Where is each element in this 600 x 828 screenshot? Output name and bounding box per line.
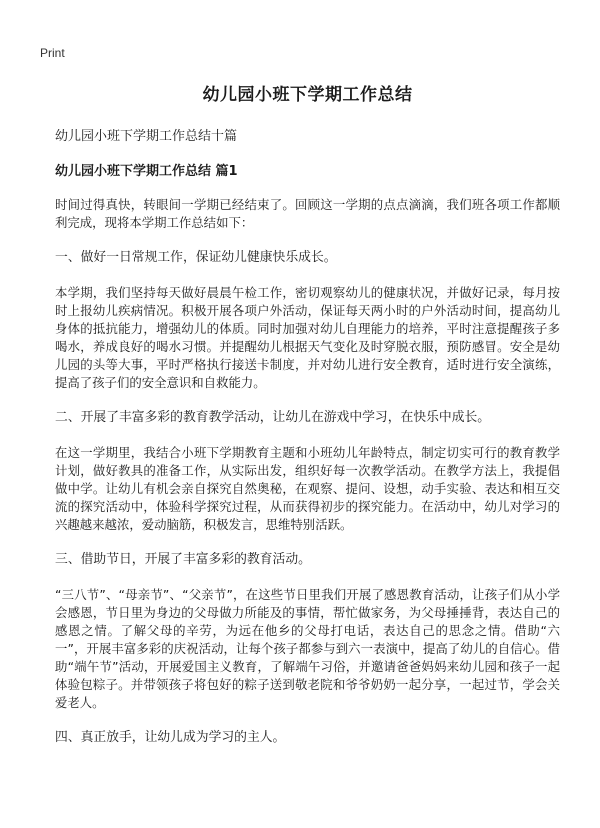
heading-3: 三、借助节日，开展了丰富多彩的教育活动。 bbox=[55, 552, 311, 567]
section-title: 幼儿园小班下学期工作总结 篇1 bbox=[55, 164, 238, 179]
document-body bbox=[55, 80, 560, 764]
heading-1: 一、做好一日常规工作，保证幼儿健康快乐成长。 bbox=[55, 250, 337, 265]
heading-2: 二、开展了丰富多彩的教育教学活动，让幼儿在游戏中学习，在快乐中成长。 bbox=[55, 410, 491, 425]
heading-4: 四、真正放手，让幼儿成为学习的主人。 bbox=[55, 730, 286, 745]
print-link[interactable]: Print bbox=[40, 46, 65, 60]
document-subtitle: 幼儿园小班下学期工作总结十篇 bbox=[55, 129, 238, 144]
paragraph-3: “三八节”、“母亲节”、“父亲节”，在这些节日里我们开展了感恩教育活动，让孩子们从小学会感恩，节日里为身边的父母做力所能及的事情，帮忙做家务，为父母捶捶背，表达自己的感恩之情。了解父母的辛劳，为远在他乡的父母打电话，表达自己的思念之情。借助“六一”，开展丰富多彩的庆祝活动，让每个孩子都参与到六一表演中，提高了幼儿的自信心。借助“端午节”活动，开展爱国主义教育，了解端午习俗，并邀请爸爸妈妈来幼儿园和孩子一起体验包粽子。并带领孩子将包好的粽子送到敬老院和爷爷奶奶一起分享，一起过节，学会关爱老人。 bbox=[55, 587, 560, 710]
paragraph-1: 本学期，我们坚持每天做好晨晨午检工作，密切观察幼儿的健康状况，并做好记录，每月按时上报幼儿疾病情况。积极开展各项户外活动，保证每天两小时的户外活动时间，提高幼儿身体的抵抗能力，增强幼儿的体质。同时加强对幼儿自理能力的培养，平时注意提醒孩子多喝水，养成良好的喝水习惯。并提醒幼儿根据天气变化及时穿脱衣服，预防感冒。安全是幼儿园的头等大事，平时严格执行接送卡制度，并对幼儿进行安全教育，适时进行安全演练，提高了孩子们的安全意识和自救能力。 bbox=[55, 285, 560, 390]
intro-paragraph: 时间过得真快，转眼间一学期已经结束了。回顾这一学期的点点滴滴，我们班各项工作都顺利完成，现将本学期工作总结如下： bbox=[55, 197, 560, 230]
paragraph-2: 在这一学期里，我结合小班下学期教育主题和小班幼儿年龄特点，制定切实可行的教育教学计划，做好教具的准备工作，从实际出发，组织好每一次教学活动。在教学方法上，我提倡做中学。让幼儿有机会亲自探究自然奥秘，在观察、提问、设想，动手实验、表达和相互交流的探究活动中，体验科学探究过程，从而获得初步的探究能力。在活动中，幼儿对学习的兴趣越来越浓，爱动脑筋，积极发言，思维特别活跃。 bbox=[55, 445, 560, 532]
page-title: 幼儿园小班下学期工作总结 bbox=[202, 85, 413, 105]
